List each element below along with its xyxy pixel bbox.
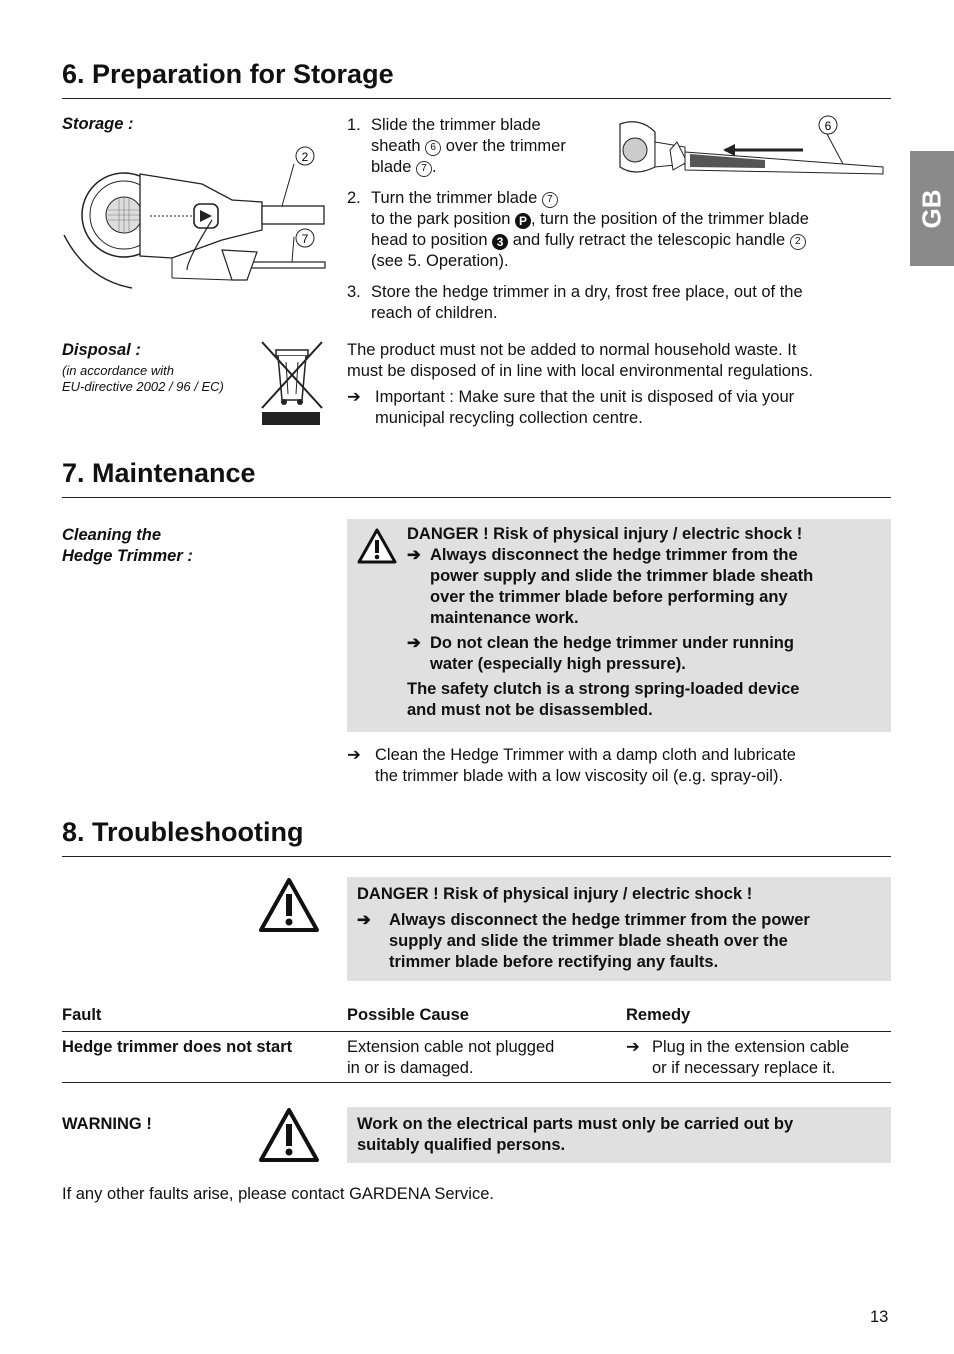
arrow-right-icon: ➔ [357, 911, 371, 929]
table-header-fault: Fault [62, 1006, 102, 1024]
table-header-cause: Possible Cause [347, 1006, 469, 1024]
callout-2-icon: 2 [790, 234, 806, 250]
arrow-right-icon: ➔ [626, 1038, 640, 1056]
table-header-remedy: Remedy [626, 1006, 691, 1024]
storage-step-3: 3. Store the hedge trimmer in a dry, frost free place, out of the reach of children. [347, 283, 803, 322]
troubleshooting-danger-box [347, 877, 891, 981]
disposal-label: Disposal : [62, 341, 141, 359]
cleaning-label: Cleaning the Hedge Trimmer : [62, 526, 193, 565]
crossed-out-bin-icon [260, 340, 324, 426]
cleaning-instruction: ➔ Clean the Hedge Trimmer with a damp cloth and lubricate the trimmer blade with a low viscosity oil (e.g. spray-oil). [347, 746, 796, 785]
section-8-title: 8. Troubleshooting [62, 817, 304, 847]
park-position-icon: P [515, 213, 531, 229]
maintenance-danger-box [347, 519, 891, 732]
warning-triangle-icon [356, 527, 398, 565]
disposal-note: (in accordance with EU-directive 2002 / 96 / EC) [62, 363, 224, 394]
section-7-rule [62, 497, 891, 498]
maintenance-danger-title: DANGER ! Risk of physical injury / electric shock ! [407, 525, 803, 543]
table-header-rule [62, 1031, 891, 1032]
storage-step-1: 1. Slide the trimmer blade sheath 6 over the trimmer blade 7 . [347, 116, 566, 176]
fault-cell: Hedge trimmer does not start [62, 1038, 293, 1056]
table-bottom-rule [62, 1082, 891, 1083]
section-7-title: 7. Maintenance [62, 458, 256, 488]
arrow-right-icon: ➔ [347, 746, 361, 764]
callout-7-icon: 7 [416, 161, 432, 177]
arrow-right-icon: ➔ [347, 388, 361, 406]
remedy-cell: ➔ Plug in the extension cable or if necessary replace it. [626, 1038, 850, 1077]
storage-step-2: 2. Turn the trimmer blade 7 to the park position P , turn the position of the trimmer blade head to position 3 and fully retract the telescopic handle 2 (see 5. Operation). [347, 189, 809, 270]
arrow-right-icon: ➔ [407, 546, 421, 564]
blade-sheath-illustration [615, 112, 887, 182]
figure-callout-6: 6 [824, 119, 832, 133]
page-number: 13 [870, 1308, 889, 1326]
figure-callout-7: 7 [301, 232, 309, 246]
callout-6-icon: 6 [425, 140, 441, 156]
warning-triangle-icon [257, 1106, 321, 1164]
section-6-title: 6. Preparation for Storage [62, 59, 394, 89]
troubleshooting-danger-title: DANGER ! Risk of physical injury / electric shock ! [357, 885, 753, 903]
position-3-icon: 3 [492, 234, 508, 250]
cause-cell: Extension cable not plugged in or is damaged. [347, 1038, 555, 1077]
arrow-right-icon: ➔ [407, 634, 421, 652]
warning-triangle-icon [257, 876, 321, 934]
troubleshooting-danger-item: Always disconnect the hedge trimmer from the power supply and slide the trimmer blade sheath over the trimmer blade before rectifying any faults. [389, 911, 810, 971]
warning-box: Work on the electrical parts must only be carried out by suitably qualified persons. [347, 1107, 891, 1163]
trimmer-head-illustration [62, 140, 330, 290]
warning-label: WARNING ! [62, 1115, 152, 1133]
section-8-rule [62, 856, 891, 857]
language-tab: GB [910, 151, 954, 266]
disposal-text: The product must not be added to normal household waste. It must be disposed of in line with local environmental regulations. ➔ Important : Make sure that the unit is disposed of via your municipal recycling collection centre. [347, 341, 813, 427]
storage-label: Storage : [62, 115, 134, 133]
maintenance-danger-item-2: Do not clean the hedge trimmer under running water (especially high pressure). [430, 634, 794, 673]
figure-callout-2: 2 [301, 150, 309, 164]
callout-7-icon: 7 [542, 192, 558, 208]
section-6-rule [62, 98, 891, 99]
service-contact-text: If any other faults arise, please contact GARDENA Service. [62, 1185, 494, 1203]
maintenance-danger-item-1: Always disconnect the hedge trimmer from the power supply and slide the trimmer blade sheath over the trimmer blade before performing any maintenance work. [430, 546, 814, 627]
safety-clutch-note: The safety clutch is a strong spring-loaded device and must not be disassembled. [407, 680, 800, 719]
